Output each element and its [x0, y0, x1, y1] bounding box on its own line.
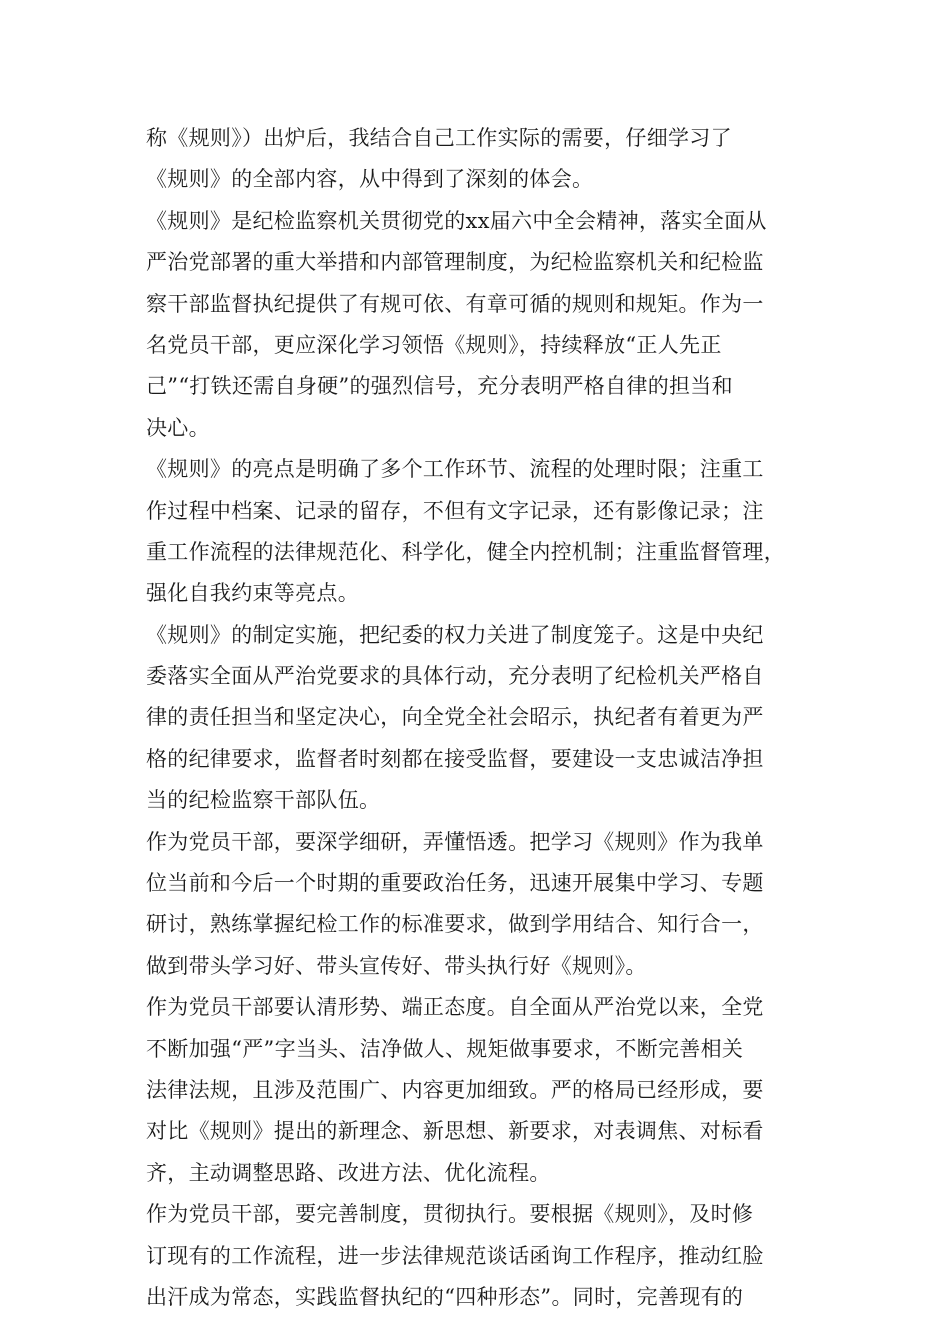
text-line: 称《规则》）出炉后，我结合自己工作实际的需要，仔细学习了 — [146, 126, 732, 150]
text-line: 决心。 — [146, 415, 210, 440]
text-line: 名党员干部，更应深化学习领悟《规则》，持续释放“正人先正 — [146, 332, 722, 357]
text-line: 订现有的工作流程，进一步法律规范谈话函询工作程序，推动红脸 — [146, 1243, 764, 1268]
text-line: 对比《规则》提出的新理念、新思想、新要求，对表调焦、对标看 — [146, 1119, 764, 1144]
text-line: 作过程中档案、记录的留存，不但有文字记录，还有影像记录；注 — [146, 498, 764, 523]
text-line: 位当前和今后一个时期的重要政治任务，迅速开展集中学习、专题 — [146, 871, 764, 896]
text-line: 《规则》是纪检监察机关贯彻党的xx届六中全会精神，落实全面从 — [146, 208, 767, 233]
text-line: 《规则》的制定实施，把纪委的权力关进了制度笼子。这是中央纪 — [146, 622, 764, 647]
text-line: 当的纪检监察干部队伍。 — [146, 788, 381, 813]
text-line: 格的纪律要求，监督者时刻都在接受监督，要建设一支忠诚洁净担 — [146, 746, 764, 771]
text-line: 出汗成为常态，实践监督执纪的“四种形态”。同时，完善现有的 — [146, 1284, 744, 1309]
text-line: 《规则》的全部内容，从中得到了深刻的体会。 — [146, 167, 594, 192]
text-line: 察干部监督执纪提供了有规可依、有章可循的规则和规矩。作为一 — [146, 291, 764, 316]
text-line: 作为党员干部，要完善制度，贯彻执行。要根据《规则》，及时修 — [146, 1202, 754, 1227]
text-line: 律的责任担当和坚定决心，向全党全社会昭示，执纪者有着更为严 — [146, 705, 764, 730]
text-line: 己”“打铁还需自身硬”的强烈信号，充分表明严格自律的担当和 — [146, 374, 733, 399]
text-line: 不断加强“严”字当头、洁净做人、规矩做事要求，不断完善相关 — [146, 1036, 744, 1061]
document-body — [146, 118, 826, 1318]
text-line: 委落实全面从严治党要求的具体行动，充分表明了纪检机关严格自 — [146, 664, 764, 689]
text-line: 做到带头学习好、带头宣传好、带头执行好《规则》。 — [146, 953, 647, 978]
text-line: 齐，主动调整思路、改进方法、优化流程。 — [146, 1160, 551, 1185]
text-line: 重工作流程的法律规范化、科学化，健全内控机制；注重监督管理， — [146, 539, 785, 564]
text-line: 研讨，熟练掌握纪检工作的标准要求，做到学用结合、知行合一， — [146, 912, 764, 937]
text-line: 严治党部署的重大举措和内部管理制度，为纪检监察机关和纪检监 — [146, 250, 764, 275]
text-line: 作为党员干部，要深学细研，弄懂悟透。把学习《规则》作为我单 — [146, 829, 764, 854]
text-line: 法律法规，且涉及范围广、内容更加细致。严的格局已经形成，要 — [146, 1077, 764, 1102]
text-line: 作为党员干部要认清形势、端正态度。自全面从严治党以来，全党 — [146, 995, 764, 1020]
text-line: 《规则》的亮点是明确了多个工作环节、流程的处理时限；注重工 — [146, 457, 764, 482]
text-line: 强化自我约束等亮点。 — [146, 581, 359, 606]
